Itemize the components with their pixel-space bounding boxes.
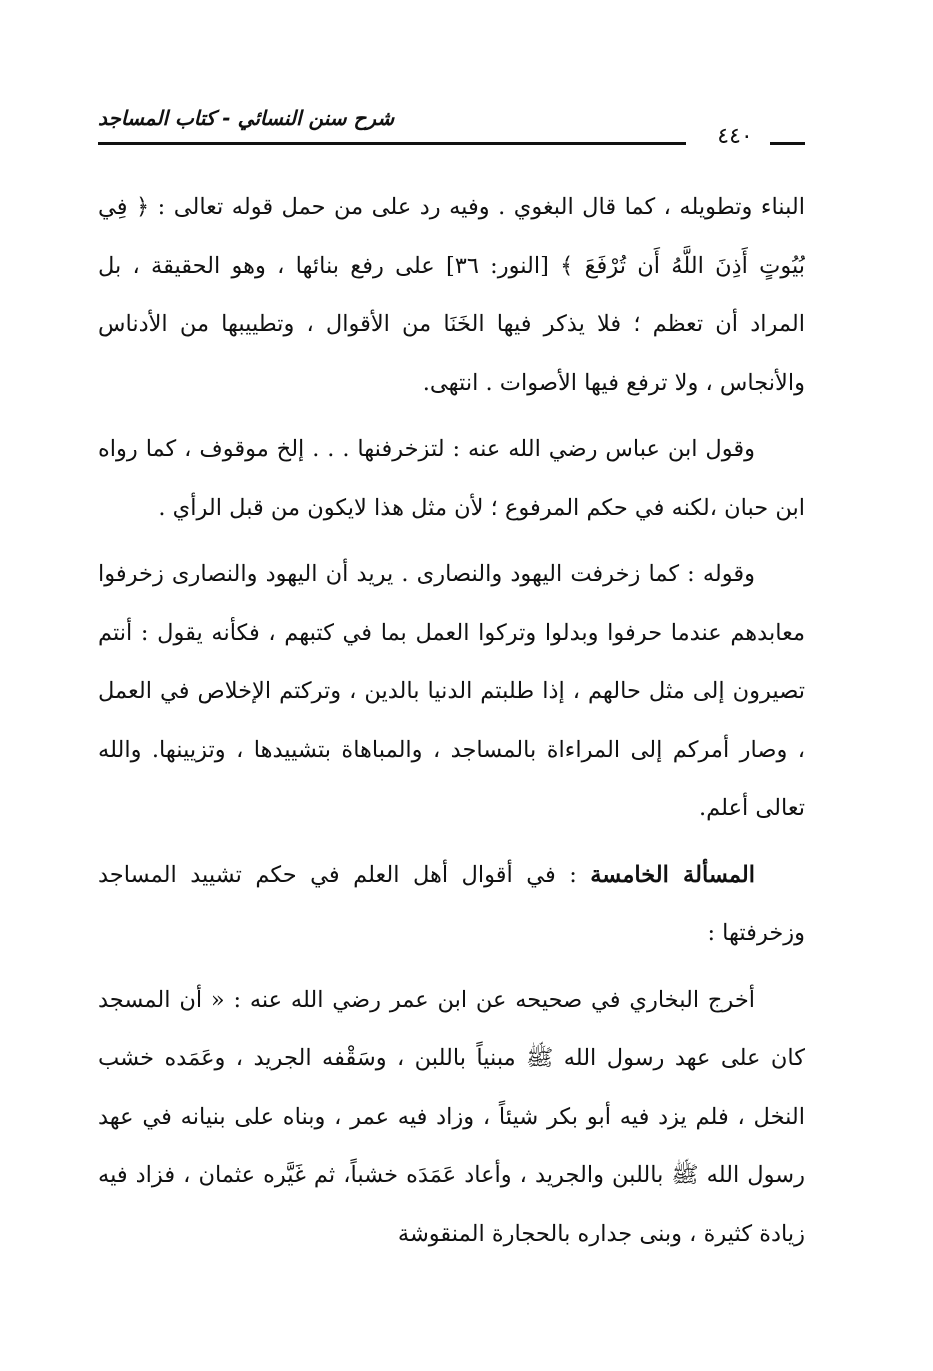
running-title: شرح سنن النسائي - كتاب المساجد [98, 106, 395, 130]
section-heading-text: : في أقوال أهل العلم في حكم تشييد المساجد وزخرفتها : [98, 861, 805, 946]
paragraph-3: وقوله : كما زخرفت اليهود والنصارى . يريد أن اليهود والنصارى زخرفوا معابدهم عندما حرفوا وبدلوا وتركوا العمل بما في كتبهم ، فكأنه يقول : أنتم تصيرون إلى مثل حالهم ، إذا طلبتم الدنيا بالدين ، وتركتم الإخلاص في العمل ، وصار أمركم إلى المراءاة بالمساجد ، والمباهاة بتشييدها ، وتزيينها. والله تعالى أعلم. [98, 561, 805, 821]
paragraph-4 [98, 846, 805, 963]
paragraph-5: أخرج البخاري في صحيحه عن ابن عمر رضي الله عنه : « أن المسجد كان على عهد رسول الله ﷺ مبنياً باللبن ، وسَقْفه الجريد ، وعَمَده خشب النخل ، فلم يزد فيه أبو بكر شيئاً ، وزاد فيه عمر ، وبناه على بنيانه في عهد رسول الله ﷺ باللبن والجريد ، وأعاد عَمَدَه خشباً، ثم غَيَّره عثمان ، فزاد فيه زيادة كثيرة ، وبنى جداره بالحجارة المنقوشة [98, 986, 805, 1247]
page-header [98, 104, 805, 160]
paragraph-2: وقول ابن عباس رضي الله عنه : لتزخرفنها . . . إلخ موقوف ، كما رواه ابن حبان ،لكنه في حكم المرفوع ؛ لأن مثل هذا لايكون من قبل الرأي . [98, 436, 805, 521]
page-body [98, 178, 805, 1298]
header-rule [98, 142, 686, 145]
page-number: ٤٤٠ [717, 124, 753, 149]
section-heading-label: المسألة الخامسة [590, 861, 756, 888]
paragraph-1: البناء وتطويله ، كما قال البغوي . وفيه رد على من حمل قوله تعالى : ﴿ فِي بُيُوتٍ أَذِنَ اللَّهُ أَن تُرْفَعَ ﴾ [النور: ٣٦] على رفع بنائها ، وهو الحقيقة ، بل المراد أن تعظم ؛ فلا يذكر فيها الخَنَا من الأقوال ، وتطييبها من الأدناس والأنجاس ، ولا ترفع فيها الأصوات . انتهى. [98, 194, 805, 396]
header-dash [770, 142, 805, 145]
